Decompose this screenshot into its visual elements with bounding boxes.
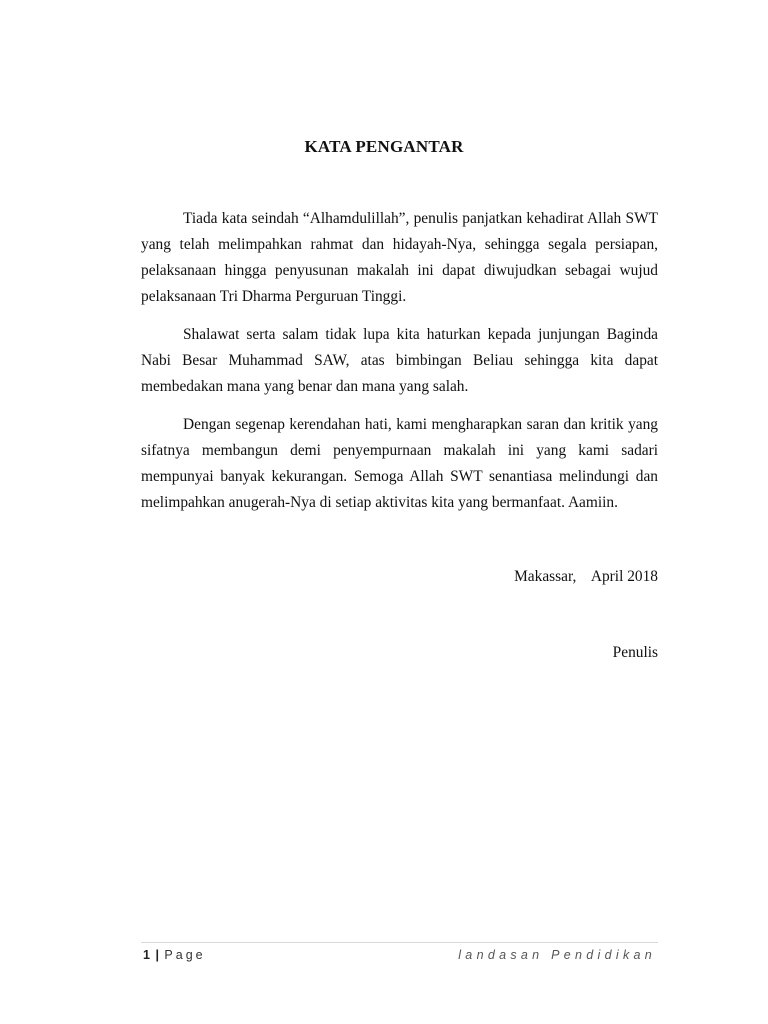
page-footer <box>141 942 658 973</box>
page-number: 1 <box>143 948 150 962</box>
paragraph-1: Tiada kata seindah “Alhamdulillah”, penulis panjatkan kehadirat Allah SWT yang telah melimpahkan rahmat dan hidayah-Nya, sehingga segala persiapan, pelaksanaan hingga penyusunan makalah ini dapat diwujudkan sebagai wujud pelaksanaan Tri Dharma Perguruan Tinggi. <box>141 210 658 305</box>
footer-document-title: landasan Pendidikan <box>458 948 656 962</box>
document-body <box>141 206 658 528</box>
paragraph-3: Dengan segenap kerendahan hati, kami mengharapkan saran dan kritik yang sifatnya membangun demi penyempurnaan makalah ini yang kami sadari mempunyai banyak kekurangan. Semoga Allah SWT senantiasa melindungi dan melimpahkan anugerah-Nya di setiap aktivitas kita yang bermanfaat. Aamiin. <box>141 416 658 511</box>
page-label: Page <box>164 948 206 962</box>
page-title: KATA PENGANTAR <box>304 137 464 156</box>
footer-separator: | <box>155 948 159 962</box>
closing-place-date: Makassar, April 2018 <box>514 568 658 585</box>
paragraph-2: Shalawat serta salam tidak lupa kita haturkan kepada junjungan Baginda Nabi Besar Muhammad SAW, atas bimbingan Beliau sehingga kita dapat membedakan mana yang benar dan mana yang salah. <box>141 326 658 395</box>
footer-page-indicator <box>143 948 206 962</box>
closing-author: Penulis <box>612 644 658 661</box>
